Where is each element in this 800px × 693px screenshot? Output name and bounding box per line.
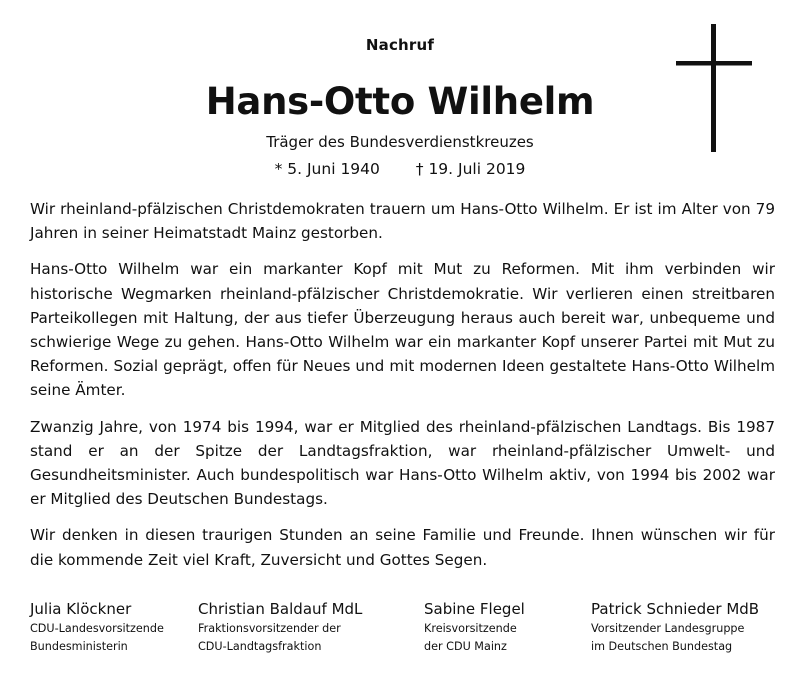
signature-julia-kloeckner — [30, 598, 164, 656]
signature-block — [30, 598, 780, 668]
honor-line: Träger des Bundesverdienstkreuzes — [266, 133, 534, 151]
deceased-name: Hans-Otto Wilhelm — [205, 80, 595, 123]
body-paragraph: Wir denken in diesen traurigen Stunden an seine Familie und Freunde. Ihnen wünschen wir für die kommende Zeit viel Kraft, Zuversicht und Gottes Segen. — [30, 526, 775, 569]
body-paragraph: Hans-Otto Wilhelm war ein markanter Kopf mit Mut zu Reformen. Mit ihm verbinden wir historische Wegmarken rheinland-pfälzischer Christdemokratie. Wir verlieren einen streitbaren Parteikollegen mit Haltung, der aus tiefer Überzeugung heraus auch bereit war, unbequeme und schwierige Wege zu gehen. Hans-Otto Wilhelm war ein markanter Kopf unserer Partei mit Mut zu Reformen. Sozial geprägt, offen für Neues und mit modernen Ideen gestaltete Hans-Otto Wilhelm seine Ämter. — [30, 260, 775, 400]
birth-date: * 5. Juni 1940 — [274, 160, 380, 178]
signatory-role: Fraktionsvorsitzender der — [198, 622, 341, 635]
signatory-role: im Deutschen Bundestag — [591, 640, 733, 653]
life-dates — [0, 160, 800, 178]
signatory-role: Bundesministerin — [30, 640, 128, 653]
signatory-name: Patrick Schnieder MdB — [591, 600, 760, 618]
signatory-role: CDU-Landesvorsitzende — [30, 622, 164, 635]
signature-patrick-schnieder — [591, 598, 759, 656]
signatory-role: Vorsitzender Landesgruppe — [591, 622, 745, 635]
latin-cross-icon — [676, 24, 752, 152]
signatory-role: Kreisvorsitzende — [424, 622, 517, 635]
body-paragraph: Wir rheinland-pfälzischen Christdemokraten trauern um Hans-Otto Wilhelm. Er ist im Alter von 79 Jahren in seiner Heimatstadt Mainz gestorben. — [30, 200, 775, 243]
signatory-role: der CDU Mainz — [424, 640, 507, 653]
obituary-body — [30, 197, 775, 584]
body-paragraph: Zwanzig Jahre, von 1974 bis 1994, war er Mitglied des rheinland-pfälzischen Landtags. Bis 1987 stand er an der Spitze der Landtagsfraktion, war rheinland-pfälzischer Umwelt- und Gesundheitsminister. Auch bundespolitisch war Hans-Otto Wilhelm aktiv, von 1994 bis 2002 war er Mitglied des Deutschen Bundestags. — [30, 417, 775, 509]
signatory-role: CDU-Landtagsfraktion — [198, 640, 322, 653]
signatory-name: Julia Klöckner — [30, 600, 132, 618]
signatory-name: Christian Baldauf MdL — [198, 600, 363, 618]
signatory-name: Sabine Flegel — [424, 600, 525, 618]
notice-label: Nachruf — [365, 36, 435, 54]
signature-sabine-flegel — [424, 598, 525, 656]
signature-christian-baldauf — [198, 598, 362, 656]
death-date: † 19. Juli 2019 — [415, 160, 526, 178]
